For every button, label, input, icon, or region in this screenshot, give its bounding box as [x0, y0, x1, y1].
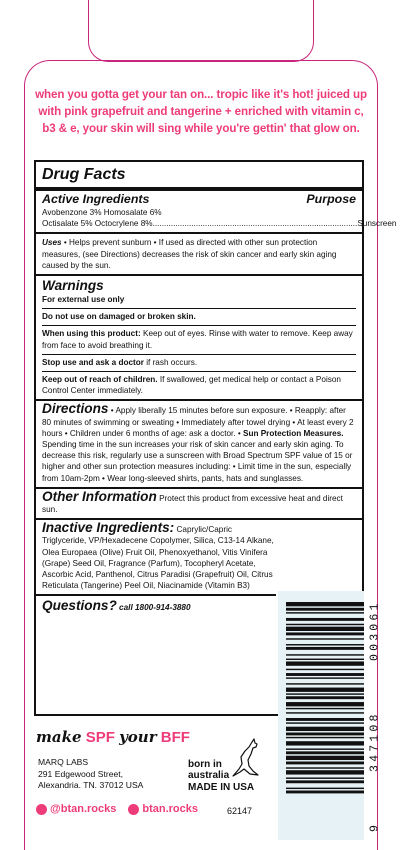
- barcode-bar: [286, 791, 364, 794]
- barcode-bar: [286, 661, 364, 665]
- drug-facts-title: Drug Facts: [42, 166, 126, 183]
- social-handle-2-text: btan.rocks: [142, 803, 198, 815]
- when-using-section: [42, 328, 356, 350]
- stop-use-heading: Stop use and ask a doctor: [42, 357, 144, 367]
- uses-text: • Helps prevent sunburn • If used as directed with other sun protection measures, (see Directions) decreases the risk of skin cancer and early skin aging caused by the sun.: [42, 238, 337, 270]
- ingredient-line-1: Avobenzone 3% Homosalate 6%: [42, 208, 162, 217]
- barcode-bar: [286, 780, 364, 783]
- barcode-bar: [286, 696, 364, 699]
- born-line-1: born in: [188, 759, 222, 770]
- active-ingredients-heading: Active Ingredients: [42, 192, 150, 206]
- barcode-bar: [286, 693, 364, 694]
- external-use: [42, 294, 356, 305]
- instagram-icon: [36, 804, 47, 815]
- barcode-bar: [286, 770, 364, 774]
- other-information-section: [42, 488, 356, 515]
- directions-text-1: • Apply liberally 15 minutes before sun exposure. • Reapply: after 80 minutes of swimming or sweating • Immediately after towel drying • At least every 2 hours • Children under 6 months of age: ask a doctor. •: [42, 406, 354, 438]
- barcode-bar: [286, 722, 364, 723]
- barcode-bar: [286, 618, 364, 621]
- barcode-bar: [286, 702, 364, 706]
- barcode-bar: [286, 712, 364, 713]
- warnings-heading: Warnings: [42, 278, 104, 294]
- tagline: when you gotta get your tan on... tropic like it's hot! juiced up with pink grapefruit and tangerine + enriched with vitamin c, b3 & e, your skin will sing while you're gettin' that glow on.: [35, 88, 367, 135]
- purpose-value: Sunscreen: [357, 219, 397, 229]
- maker-city: Alexandria. TN. 37012 USA: [38, 780, 144, 790]
- barcode-bar: [286, 756, 364, 760]
- damaged-skin-text: Do not use on damaged or broken skin.: [42, 312, 196, 322]
- barcode-digits: [366, 600, 384, 832]
- maker-name: MARQ LABS: [38, 757, 89, 767]
- reach-of-children-text: If swallowed, get medical help or contact a Poison Control Center immediately.: [42, 375, 341, 396]
- barcode-bar: [286, 777, 364, 778]
- barcode-bar: [286, 627, 364, 631]
- when-using-heading: When using this product:: [42, 329, 141, 339]
- barcode-bar: [286, 644, 364, 645]
- barcode-bar: [286, 727, 364, 731]
- barcode-bar: [286, 608, 364, 611]
- social-handle-1[interactable]: [36, 803, 116, 815]
- maker-street: 291 Edgewood Street,: [38, 768, 124, 779]
- ingredient-line-2: [42, 218, 397, 229]
- kangaroo-icon: [230, 738, 264, 778]
- inactive-ingredients-heading: Inactive Ingredients:: [42, 520, 175, 536]
- divider: [36, 187, 362, 191]
- bff-slogan: [36, 728, 190, 746]
- ingredient-line-2-text: Octisalate 5% Octocrylene 8%: [42, 219, 153, 229]
- directions-heading: Directions: [42, 401, 109, 417]
- divider: [42, 354, 356, 355]
- barcode-bar: [286, 638, 364, 639]
- barcode-bar: [286, 624, 364, 625]
- barcode-icon: [286, 600, 364, 834]
- barcode-digit-prefix: 9: [368, 821, 382, 832]
- divider: [42, 371, 356, 372]
- barcode-bar: [286, 741, 364, 745]
- questions-text: call 1800-914-3880: [116, 603, 191, 613]
- divider: [36, 594, 276, 596]
- damaged-skin-warning: [42, 311, 356, 322]
- reach-of-children-heading: Keep out of reach of children.: [42, 375, 158, 385]
- barcode-bar: [286, 647, 364, 650]
- divider: [36, 274, 362, 276]
- social-handle-1-text: @btan.rocks: [50, 803, 117, 815]
- inactive-ingredients-section: [42, 522, 274, 591]
- when-using-text: Keep out of eyes. Rinse with water to remove. Keep away from face to avoid breathing it.: [42, 329, 353, 350]
- label-top-notch: [88, 0, 314, 62]
- barcode-bar: [286, 762, 364, 765]
- uses-section: [42, 237, 356, 271]
- stop-use-section: [42, 357, 356, 368]
- barcode-bar: [286, 659, 364, 660]
- barcode-bar: [286, 654, 364, 655]
- barcode-bar: [286, 748, 364, 749]
- bff-your: your: [119, 728, 157, 746]
- bff-bff: BFF: [160, 729, 190, 746]
- questions-heading: Questions?: [42, 598, 117, 614]
- uses-heading: Uses: [42, 238, 62, 248]
- facebook-icon: [128, 804, 139, 815]
- barcode-bar: [286, 718, 364, 721]
- barcode-bar: [286, 767, 364, 768]
- barcode-bar: [286, 688, 364, 692]
- barcode-bar: [286, 632, 364, 635]
- barcode-bar: [286, 737, 364, 738]
- bff-spf: SPF: [85, 729, 115, 746]
- barcode-bar: [286, 708, 364, 709]
- sun-protection-heading: Sun Protection Measures.: [242, 428, 344, 438]
- purpose-heading: Purpose: [306, 192, 356, 206]
- stop-use-text: if rash occurs.: [143, 357, 198, 367]
- divider: [36, 232, 362, 234]
- barcode-bar: [286, 788, 364, 789]
- made-in-usa: MADE IN USA: [188, 782, 255, 793]
- barcode-bar: [286, 602, 364, 606]
- social-handles: [36, 803, 198, 815]
- external-use-text: For external use only: [42, 295, 125, 305]
- directions-section: [42, 403, 356, 483]
- bff-make: make: [36, 728, 82, 746]
- lot-number: 62147: [227, 806, 253, 816]
- barcode-bar: [286, 683, 364, 684]
- reach-of-children-section: [42, 374, 356, 396]
- other-information-text: Protect this product from excessive heat and direct sun.: [42, 493, 343, 515]
- leader-dots: ..........................................................................................: [152, 219, 358, 229]
- manufacturer-address: [38, 757, 143, 792]
- active-ingredients-header: [42, 192, 356, 207]
- barcode-bar: [286, 669, 364, 670]
- barcode-bar: [286, 733, 364, 736]
- directions-text-2: Spending time in the sun increases your risk of skin cancer and early skin aging. To decrease this risk, regularly use a sunscreen with Broad Spectrum SPF value of 15 or higher and other sun protection measures including: • Limit time in the sun, especially from 10am-2pm • Wear long-sleeved shirts, pants, hats and sunglasses.: [42, 440, 353, 483]
- barcode-digit-group-1: 347108: [368, 710, 382, 772]
- born-in-australia: [188, 759, 229, 781]
- barcode-bar: [286, 673, 364, 676]
- divider: [42, 308, 356, 309]
- inactive-ingredients-text: Caprylic/Capric Triglyceride, VP/Hexadecene Copolymer, Silica, C13-14 Alkane, Olea Europaea (Olive) Fruit Oil, Phenoxyethanol, Vitis Vinifera (Grape) Seed Oil, Fragrance (Parfum), Tocopheryl Acetate, Ascorbic Acid, Panthenol, Citrus Paradisi (Grapefruit) Oil, Citrus Reticulata (Tangerine) Peel Oil, Niacinamide (Vitamin B3): [42, 525, 274, 591]
- divider: [42, 325, 356, 326]
- other-information-heading: Other Information: [42, 488, 157, 504]
- barcode-bar: [286, 677, 364, 678]
- barcode-bar: [286, 612, 364, 613]
- barcode-bar: [286, 751, 364, 754]
- social-handle-2[interactable]: [128, 803, 198, 815]
- born-line-2: australia: [188, 770, 230, 781]
- barcode-digit-group-2: 003061: [368, 600, 382, 661]
